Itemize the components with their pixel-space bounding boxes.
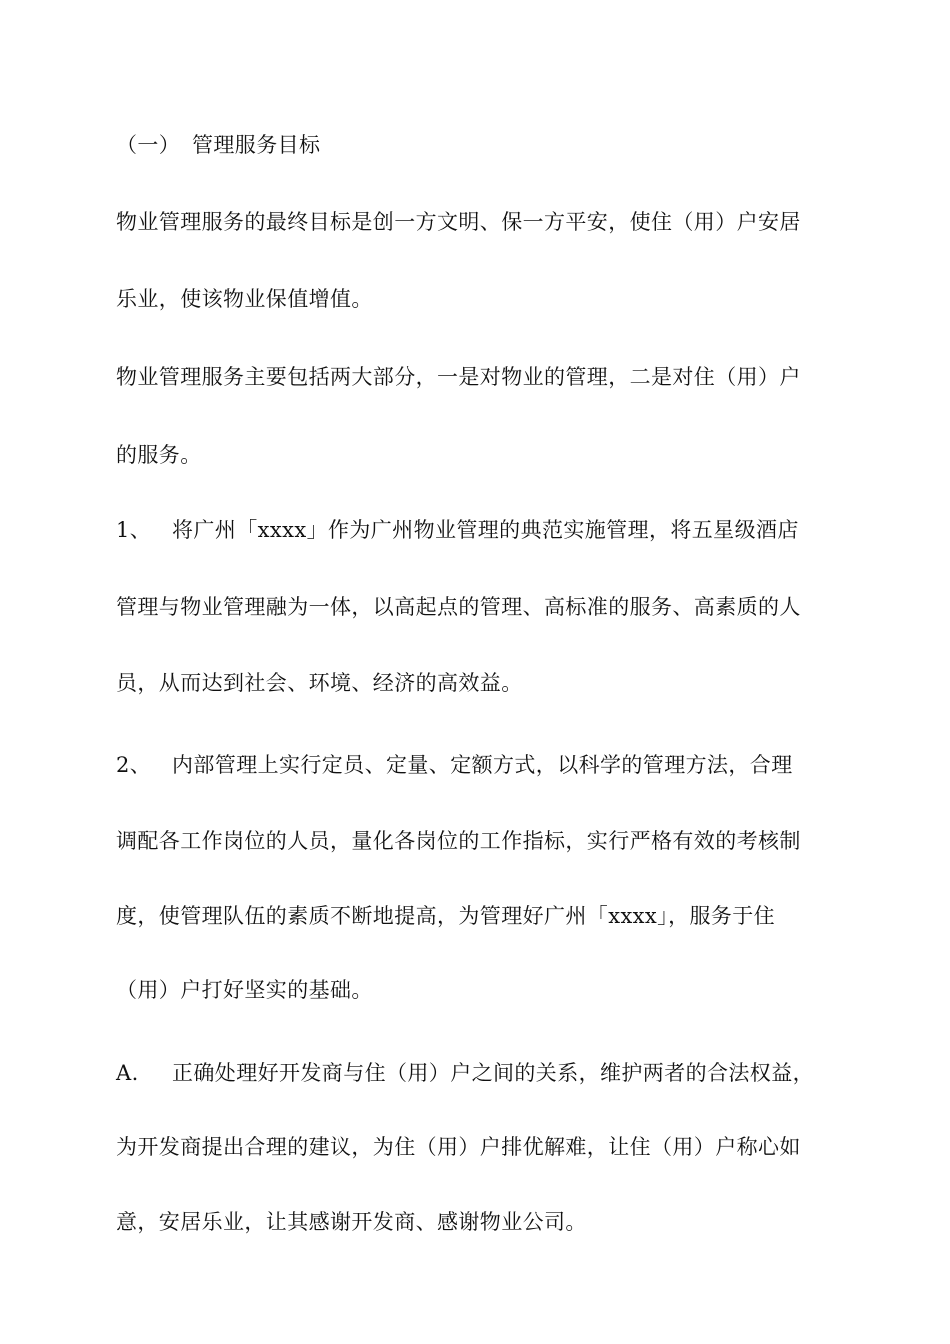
paragraph-1-line-1: 物业管理服务的最终目标是创一方文明、保一方平安，使住（用）户安居	[116, 210, 801, 234]
item-a-text: 正确处理好开发商与住（用）户之间的关系，维护两者的合法权益，	[172, 1061, 814, 1085]
item-a-line-1	[116, 1058, 814, 1088]
item-1-line-3: 员，从而达到社会、环境、经济的高效益。	[116, 671, 523, 695]
item-2-line-1	[116, 750, 793, 780]
paragraph-1-line-2: 乐业，使该物业保值增值。	[116, 287, 373, 311]
item-1-line-1	[116, 515, 799, 545]
paragraph-2-line-1: 物业管理服务主要包括两大部分，一是对物业的管理，二是对住（用）户	[116, 365, 801, 389]
item-1-number: 1、	[116, 518, 152, 542]
item-2-line-4: （用）户打好坚实的基础。	[116, 978, 373, 1002]
item-2-text: 内部管理上实行定员、定量、定额方式，以科学的管理方法，合理	[172, 753, 793, 777]
item-a-number: A.	[116, 1061, 139, 1085]
section-title: 管理服务目标	[192, 133, 321, 157]
item-a-line-3: 意，安居乐业，让其感谢开发商、感谢物业公司。	[116, 1210, 587, 1234]
item-1-line-2: 管理与物业管理融为一体，以高起点的管理、高标准的服务、高素质的人	[116, 595, 801, 619]
section-heading	[116, 130, 320, 160]
section-number: （一）	[116, 133, 181, 157]
paragraph-2-line-2: 的服务。	[116, 443, 202, 467]
item-2-number: 2、	[116, 753, 152, 777]
item-a-line-2: 为开发商提出合理的建议，为住（用）户排优解难，让住（用）户称心如	[116, 1135, 801, 1159]
item-2-line-3: 度，使管理队伍的素质不断地提高，为管理好广州「xxxx」，服务于住	[116, 904, 776, 928]
item-1-text: 将广州「xxxx」作为广州物业管理的典范实施管理，将五星级酒店	[172, 518, 799, 542]
item-2-line-2: 调配各工作岗位的人员，量化各岗位的工作指标，实行严格有效的考核制	[116, 829, 801, 853]
